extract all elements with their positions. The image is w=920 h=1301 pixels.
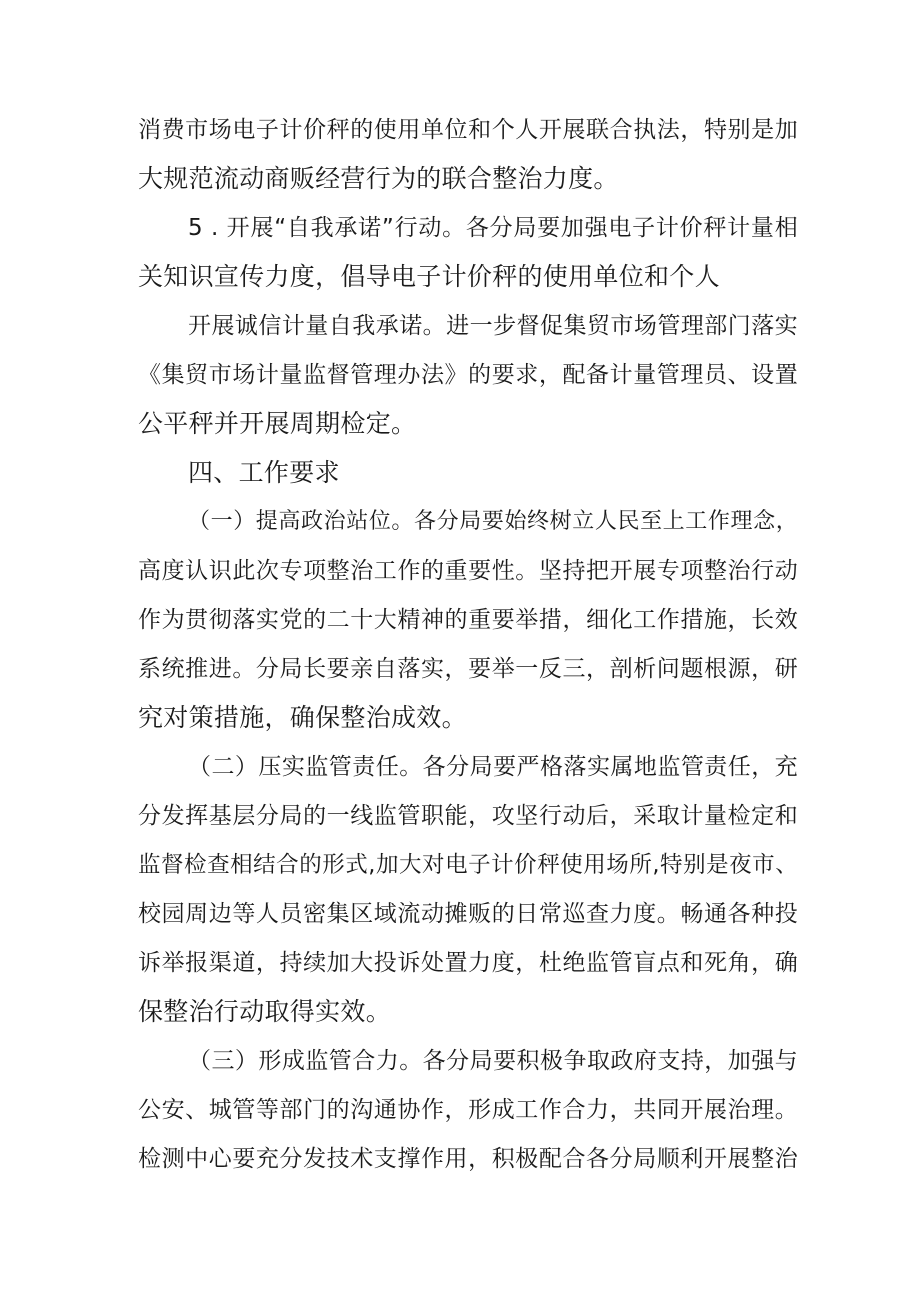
paragraph-line: 诉举报渠道，持续加大投诉处置力度，杜绝监管盲点和死角，确 [138,950,798,976]
paragraph-line: 开展诚信计量自我承诺。进一步督促集贸市场管理部门落实 [188,313,798,339]
paragraph-line: 作为贯彻落实党的二十大精神的重要举措，细化工作措施，长效 [138,607,798,633]
paragraph-line: 大规范流动商贩经营行为的联合整治力度。 [138,164,619,193]
paragraph-line: 保整治行动取得实效。 [138,997,392,1026]
paragraph-line: 公安、城管等部门的沟通协作，形成工作合力，共同开展治理。 [138,1097,798,1123]
paragraph-line: 公平秤并开展周期检定。 [138,409,417,438]
paragraph-line: 校园周边等人员密集区域流动摊贩的日常巡查力度。畅通各种投 [138,901,798,927]
paragraph-line: 系统推进。分局长要亲自落实，要举一反三，剖析问题根源，研 [138,656,798,682]
paragraph-line: 《集贸市场计量监督管理办法》的要求，配备计量管理员、设置 [138,362,798,388]
section-heading: 四、工作要求 [188,458,340,487]
paragraph-line: （一）提高政治站位。各分局要始终树立人民至上工作理念， [188,509,798,534]
paragraph-line: 检测中心要充分发技术支撑作用，积极配合各分局顺利开展整治 [138,1146,798,1172]
paragraph-line: （二）压实监管责任。各分局要严格落实属地监管责任，充 [188,754,798,780]
paragraph-line: 高度认识此次专项整治工作的重要性。坚持把开展专项整治行动 [138,558,798,584]
paragraph-line: 关知识宣传力度，倡导电子计价秤的使用单位和个人 [138,262,720,291]
section-heading-line: 5 . 开展“自我承诺”行动。各分局要加强电子计价秤计量相 [188,215,798,241]
paragraph-line: 分发挥基层分局的一线监管职能，攻坚行动后，采取计量检定和 [138,803,798,829]
paragraph-line: 监督检查相结合的形式,加大对电子计价秤使用场所,特别是夜市、 [138,852,798,878]
paragraph-line: （三）形成监管合力。各分局要积极争取政府支持，加强与 [188,1048,798,1074]
paragraph-line: 消费市场电子计价秤的使用单位和个人开展联合执法，特别是加 [138,117,798,143]
paragraph-line: 究对策措施，确保整治成效。 [138,703,467,732]
